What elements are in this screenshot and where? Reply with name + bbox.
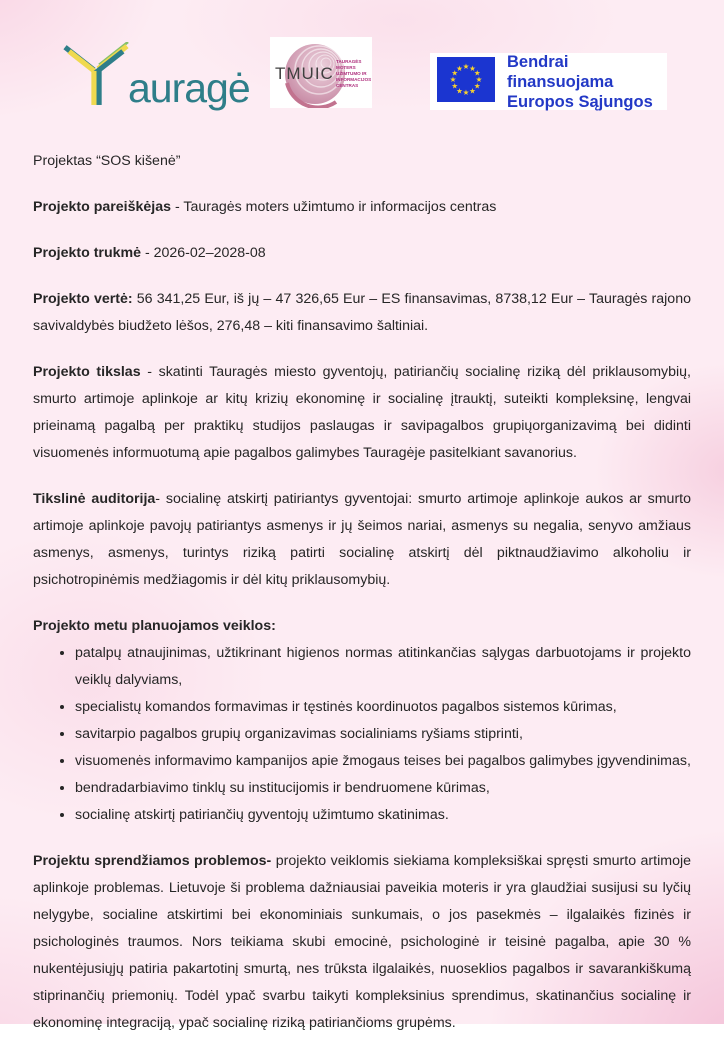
- value-label: Projekto vertė:: [33, 291, 133, 307]
- project-title-text: Projektas “SOS kišenė”: [33, 153, 181, 169]
- svg-text:UŽIMTUMO IR: UŽIMTUMO IR: [336, 71, 367, 76]
- svg-text:★: ★: [462, 87, 470, 97]
- eu-flag-icon: [437, 57, 495, 107]
- svg-text:★: ★: [449, 74, 457, 84]
- audience-text: - socialinę atskirtį patiriantys gyventojai: smurto artimoje aplinkoje aukos ar smurto artimoje aplinkoje pavojų patiriantys asmenys ir jų šeimos nariai, asmenys su negalia, senyvo amžiaus asmenys, asmenys, turintys riziką patirti socialinę atskirtį dėl piktnaudžiavimo alkoholiu ir psichotropinėmis medžiagomis ir dėl kitų priklausomybių.: [33, 491, 691, 588]
- svg-text:★: ★: [475, 74, 483, 84]
- svg-text:★: ★: [473, 81, 481, 91]
- taurage-y-icon: [56, 42, 136, 111]
- list-item: • bendradarbiavimo tinklų su institucijomis ir bendruomene kūrimas,: [75, 775, 691, 802]
- svg-text:INFORMACIJOS: INFORMACIJOS: [336, 77, 372, 82]
- problems-label: Projektu sprendžiamos problemos-: [33, 853, 272, 869]
- audience-label: Tikslinė auditorija: [33, 491, 156, 507]
- svg-text:MOTERS: MOTERS: [336, 65, 356, 70]
- applicant-value: - Tauragės moters užimtumo ir informacijos centras: [171, 199, 497, 215]
- tmuic-logo: [270, 37, 372, 108]
- logo-header: [0, 0, 724, 115]
- svg-text:★: ★: [456, 63, 463, 73]
- paragraph-audience: [33, 486, 691, 594]
- paragraph-value: [33, 286, 691, 340]
- problems-text: projekto veiklomis siekiama kompleksiškai spręsti smurto artimoje aplinkoje problemas. Lietuvoje ši problema dažniausiai paveikia moteris ir yra glaudžiai susijusi su lyčių nelygybe, socialine atskirtimi bei ekonominiais sunkumais, o jos pasekmės – ilgalaikės fizinės ir psichologinės traumos. Nors teikiama skubi emocinė, psichologinė ir teisinė pagalba, apie 30 % nukentėjusiųjų patiria pakartotinį smurtą, nes trūksta ilgalaikės, nuoseklios pagalbos ir savarankiškumą stiprinančių priemonių. Todėl ypač svarbu taikyti kompleksinius sprendimus, skatinančius socialinę ir ekonominę integraciją, ypač socialinę riziką patiriančioms grupėms.: [33, 853, 692, 1031]
- activities-list: [33, 640, 691, 829]
- svg-text:★: ★: [462, 61, 470, 71]
- eu-caption-line1: Bendrai finansuojama: [507, 52, 614, 91]
- applicant-label: Projekto pareiškėjas: [33, 199, 172, 215]
- list-item: • visuomenės informavimo kampanijos apie žmogaus teises bei pagalbos galimybes įgyvendinimas,: [75, 748, 691, 775]
- goal-label: Projekto tikslas: [33, 364, 141, 380]
- tmuic-shell-icon: [270, 37, 372, 108]
- svg-text:★: ★: [451, 68, 459, 78]
- paragraph-duration: [33, 240, 691, 267]
- eu-caption-line2: Europos Sąjungos: [507, 92, 653, 111]
- svg-text:★: ★: [456, 85, 463, 95]
- duration-label: Projekto trukmė: [33, 245, 142, 261]
- tmuic-acronym: TMUIC: [275, 64, 334, 83]
- eu-cofunded-logo: [430, 53, 667, 110]
- paragraph-project-title: [33, 148, 691, 175]
- document-body: [0, 148, 724, 1037]
- list-item: • patalpų atnaujinimas, užtikrinant higienos normas atitinkančias sąlygas darbuotojams ir projekto veiklų dalyviams,: [75, 640, 691, 694]
- list-item: • specialistų komandos formavimas ir tęstinės koordinuotos pagalbos sistemos kūrimas,: [75, 694, 691, 721]
- goal-text: - skatinti Tauragės miesto gyventojų, patiriančių socialinę riziką dėl priklausomybių, smurto artimoje aplinkoje ar kitų krizių ekonominę ir socialinę įtrauktį, suteikti kompleksinę, lengvai prieinamą pagalbą per praktikų studijos paslaugas ir savipagalbos grupiųorganizavimą bei didinti visuomenės informuotumą apie pagalbos galimybes Tauragėje pasitelkiant savanorius.: [33, 364, 691, 461]
- paragraph-goal: [33, 359, 691, 467]
- value-text: 56 341,25 Eur, iš jų – 47 326,65 Eur – ES finansavimas, 8738,12 Eur – Tauragės rajono savivaldybės biudžeto lėšos, 276,48 – kiti finansavimo šaltiniai.: [33, 291, 691, 334]
- paragraph-applicant: [33, 194, 691, 221]
- svg-text:★: ★: [469, 85, 476, 95]
- list-item: • savitarpio pagalbos grupių organizavimas socialiniams ryšiams stiprinti,: [75, 721, 691, 748]
- svg-text:TAURAGĖS: TAURAGĖS: [336, 59, 362, 64]
- svg-text:★: ★: [451, 81, 459, 91]
- activities-heading: Projekto metu planuojamos veiklos:: [33, 618, 276, 634]
- taurage-wordmark: auragė: [128, 65, 250, 111]
- duration-value: - 2026-02–2028-08: [141, 245, 266, 261]
- svg-text:CENTRAS: CENTRAS: [336, 83, 359, 88]
- taurage-logo: [56, 42, 250, 111]
- list-item: • socialinę atskirtį patiriančių gyventojų užimtumo skatinimas.: [75, 802, 691, 829]
- paragraph-problems: [33, 848, 691, 1037]
- svg-text:★: ★: [469, 63, 476, 73]
- eu-caption: [507, 52, 667, 112]
- svg-text:★: ★: [473, 68, 481, 78]
